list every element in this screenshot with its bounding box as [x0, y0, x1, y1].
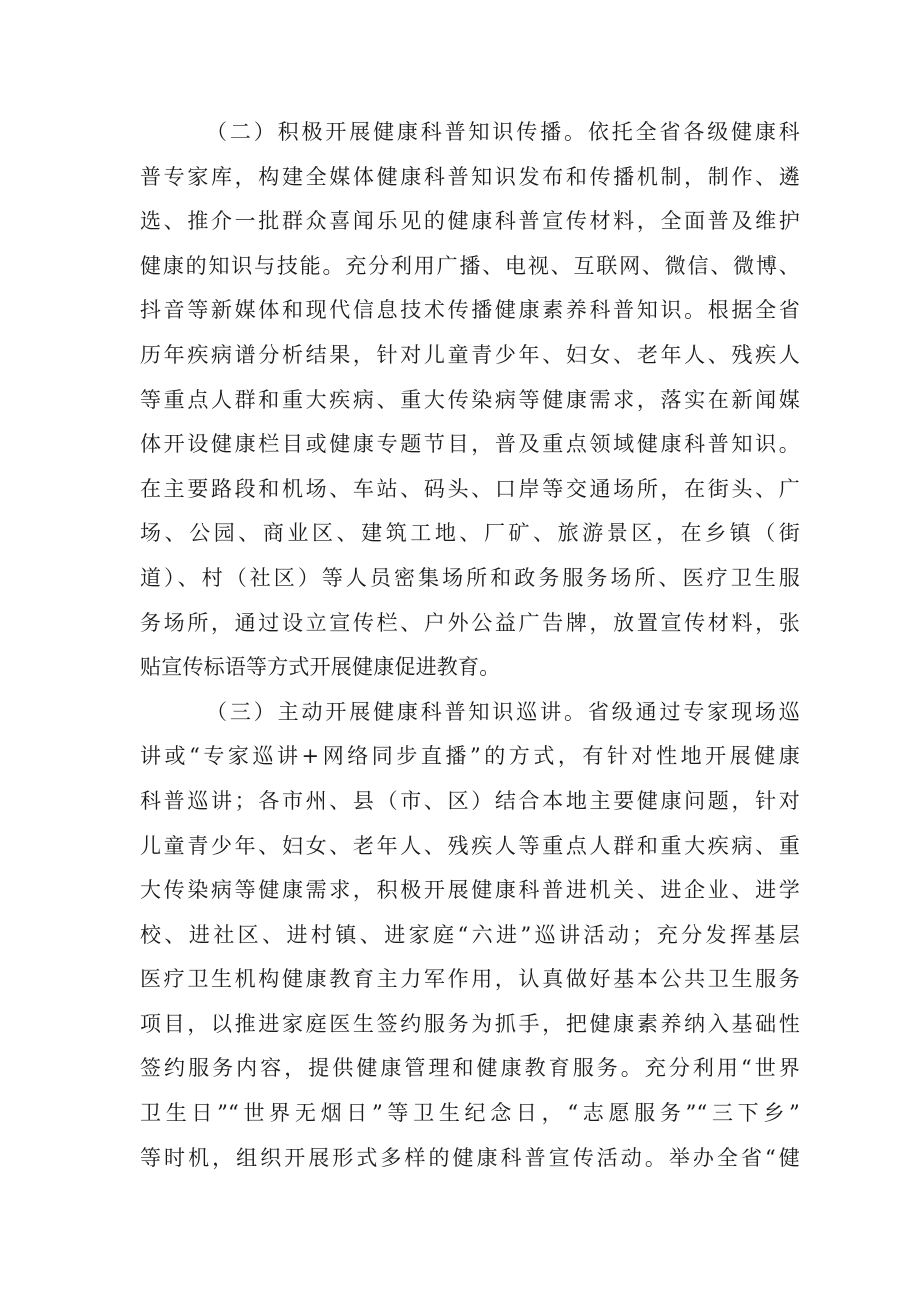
- text-line: 科普巡讲；各市州、县（市、区）结合本地主要健康问题，针对: [140, 788, 800, 813]
- text-line: 体开设健康栏目或健康专题节目，普及重点领域健康科普知识。: [140, 432, 800, 457]
- text-line: 场、公园、商业区、建筑工地、厂矿、旅游景区，在乡镇（街: [140, 521, 800, 546]
- text-line: 健康的知识与技能。充分利用广播、电视、互联网、微信、微博、: [140, 253, 800, 278]
- text-line: 医疗卫生机构健康教育主力军作用，认真做好基本公共卫生服务: [140, 967, 800, 992]
- text-line: 签约服务内容，提供健康管理和健康教育服务。充分利用“世界: [140, 1056, 800, 1081]
- text-line: 等时机，组织开展形式多样的健康科普宣传活动。举办全省“健: [140, 1145, 800, 1170]
- text-line: 历年疾病谱分析结果，针对儿童青少年、妇女、老年人、残疾人: [140, 342, 800, 367]
- text-line: 抖音等新媒体和现代信息技术传播健康素养科普知识。根据全省: [140, 298, 800, 323]
- text-line: 卫生日”“世界无烟日”等卫生纪念日，“志愿服务”“三下乡”: [140, 1101, 800, 1126]
- paragraph-3: [140, 690, 800, 1181]
- text-line: 普专家库，构建全媒体健康科普知识发布和传播机制，制作、遴: [140, 164, 800, 189]
- document-body: [140, 110, 800, 1180]
- text-line: 贴宣传标语等方式开展健康促进教育。: [140, 655, 501, 680]
- text-line: 项目，以推进家庭医生签约服务为抓手，把健康素养纳入基础性: [140, 1011, 800, 1036]
- text-line: 务场所，通过设立宣传栏、户外公益广告牌，放置宣传材料，张: [140, 610, 800, 635]
- text-line: 儿童青少年、妇女、老年人、残疾人等重点人群和重大疾病、重: [140, 833, 800, 858]
- paragraph-2: [140, 110, 800, 690]
- text-line: （三）主动开展健康科普知识巡讲。省级通过专家现场巡: [206, 699, 800, 724]
- text-line: 在主要路段和机场、车站、码头、口岸等交通场所，在街头、广: [140, 476, 800, 501]
- text-line: 选、推介一批群众喜闻乐见的健康科普宣传材料，全面普及维护: [140, 209, 800, 234]
- text-line: 校、进社区、进村镇、进家庭“六进”巡讲活动；充分发挥基层: [140, 922, 800, 947]
- text-line: 讲或“专家巡讲+网络同步直播”的方式，有针对性地开展健康: [140, 744, 800, 769]
- text-line: 道）、村（社区）等人员密集场所和政务服务场所、医疗卫生服: [140, 565, 800, 590]
- text-line: 等重点人群和重大疾病、重大传染病等健康需求，落实在新闻媒: [140, 387, 800, 412]
- text-line: （二）积极开展健康科普知识传播。依托全省各级健康科: [206, 120, 800, 144]
- text-line: 大传染病等健康需求，积极开展健康科普进机关、进企业、进学: [140, 878, 800, 903]
